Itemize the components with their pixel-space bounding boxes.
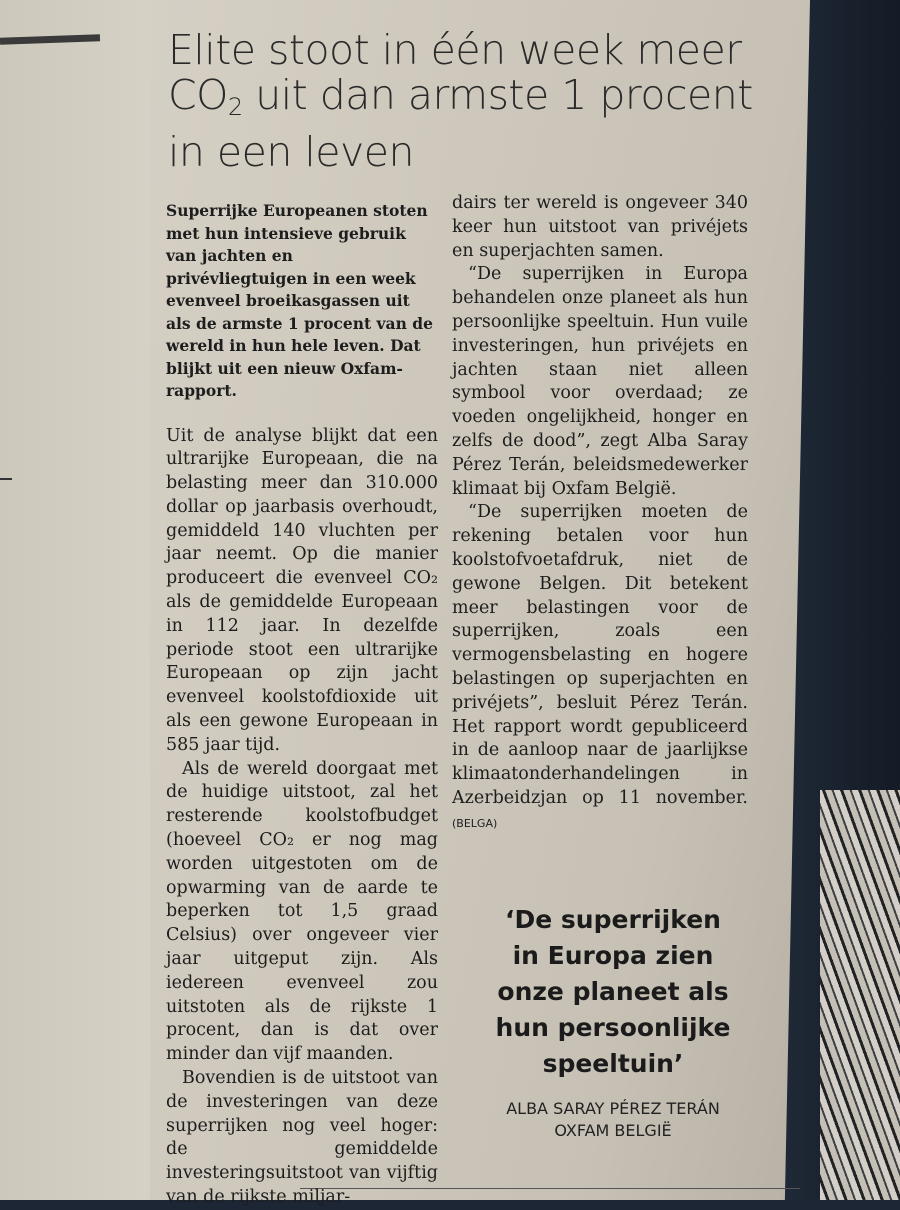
lead-paragraph: Superrijke Europeanen stoten met hun intensieve gebruik van jachten en privévliegtuigen in een week evenveel broeikasgassen uit als de armste 1 procent van de wereld in hun hele leven. Dat blijkt uit een nieuw Oxfam-rapport. <box>166 201 433 400</box>
body-paragraph-3-continued: dairs ter wereld is ongeveer 340 keer hun uitstoot van privéjets en superjachten samen. <box>452 193 748 261</box>
column-right <box>452 192 748 836</box>
headline-subscript: 2 <box>227 93 243 121</box>
body-paragraph-1: Uit de analyse blijkt dat een ultrarijke Europeaan, die na belasting meer dan 310.000 dollar op jaarbasis overhoudt, gemiddeld 140 vluchten per jaar neemt. Op die manier produceert die evenveel CO₂ als de gemiddelde Europeaan in 112 jaar. In dezelfde periode stoot een ultrarijke Europeaan op zijn jacht evenveel koolstofdioxide uit als een gewone Europeaan in 585 jaar tijd. <box>166 425 438 755</box>
headline-part1: Elite stoot in één week meer CO <box>168 26 742 119</box>
pull-quote-author <box>488 1098 738 1142</box>
body-paragraph-4: “De superrijken in Europa behandelen onze planeet als hun persoonlijke speeltuin. Hun vuile investeringen, hun privéjets en jachten staan niet alleen symbool voor overdaad; ze voeden ongelijkheid, honger en zelfs de dood”, zegt Alba Saray Pérez Terán, beleidsmedewerker klimaat bij Oxfam België. <box>452 264 748 499</box>
headline-part2: uit dan armste 1 procent in een leven <box>168 71 753 176</box>
pull-quote-text: ‘De superrijken in Europa zien onze planeet als hun persoonlijke speeltuin’ <box>495 905 731 1078</box>
body-paragraph-3: Bovendien is de uitstoot van de investeringen van deze superrijken nog veel hoger: de gemiddelde investeringsuitstoot van vijftig van de rijkste miljar- <box>166 1068 438 1207</box>
pull-quote <box>488 902 738 1142</box>
paragraph-5-text: “De superrijken moeten de rekening betalen voor hun koolstofvoetafdruk, niet de gewone Belgen. Dit betekent meer belastingen voor de superrijken, zoals een vermogensbelasting en hogere belastingen op superjachten en privéjets”, besluit Pérez Terán. Het rapport wordt gepubliceerd in de aanloop naar de jaarlijkse klimaatonderhandelingen in Azerbeidzjan op 11 november. <box>452 502 748 808</box>
pull-quote-author-org: OXFAM BELGIË <box>554 1121 672 1140</box>
body-paragraph-5 <box>452 501 748 835</box>
body-paragraph-2: Als de wereld doorgaat met de huidige uitstoot, zal het resterende koolstofbudget (hoeveel CO₂ er nog mag worden uitgestoten om de opwarming van de aarde te beperken tot 1,5 graad Celsius) over ongeveer vier jaar uitgeput zijn. Als iedereen evenveel zou uitstoten als de rijkste 1 procent, dan is dat over minder dan vijf maanden. <box>166 758 438 1065</box>
source-credit: (BELGA) <box>452 816 498 830</box>
pull-quote-author-name: ALBA SARAY PÉREZ TERÁN <box>506 1099 720 1118</box>
headline <box>168 28 768 175</box>
column-left <box>166 200 438 1210</box>
